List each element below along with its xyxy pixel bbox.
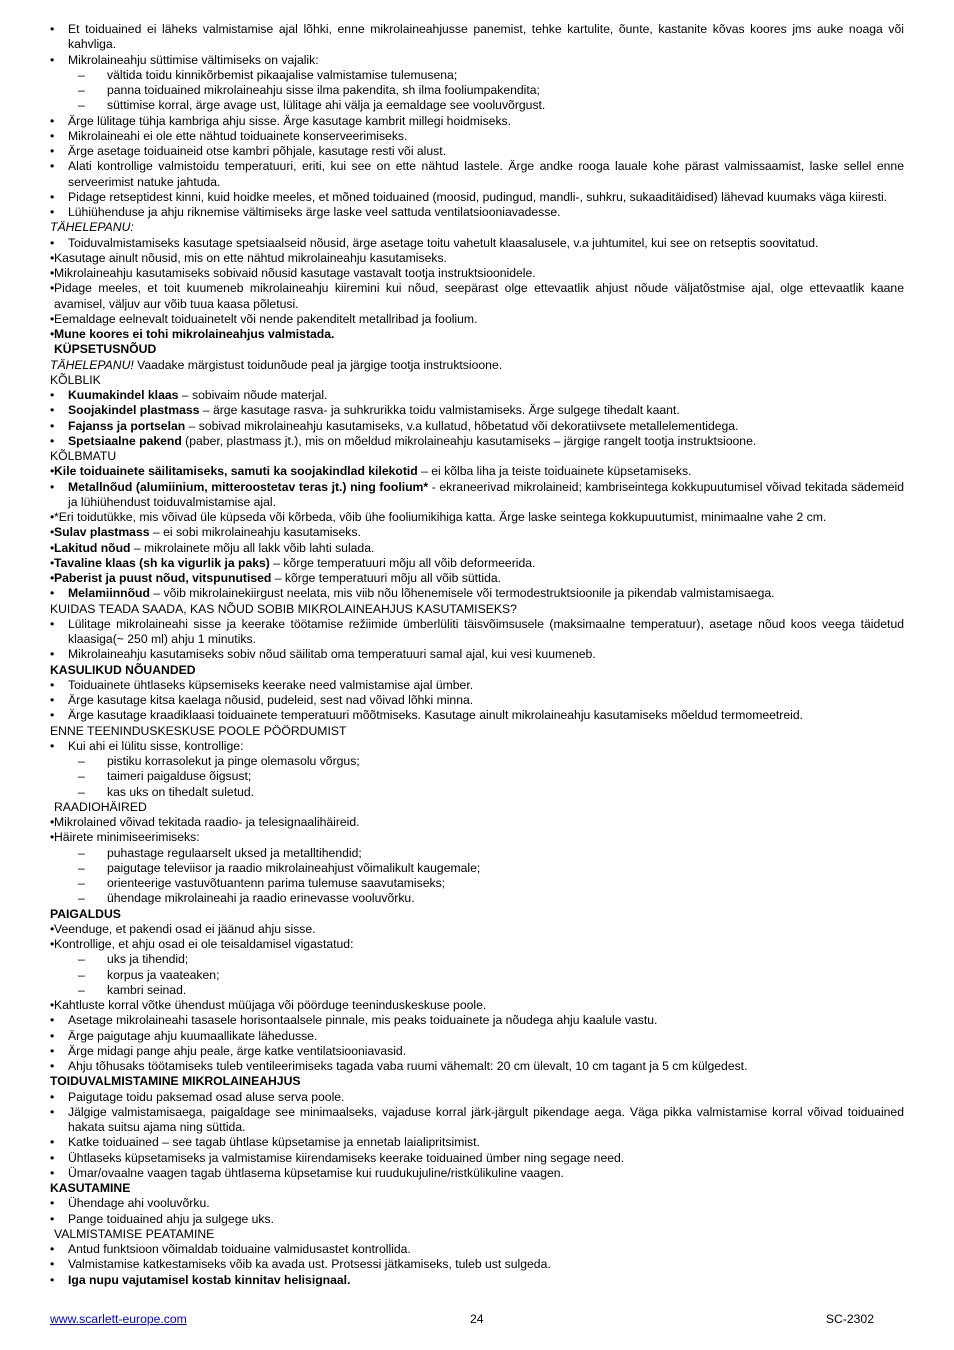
text: Kahtluste korral võtke ühendust müüjaga või pöörduge teeninduskeskuse poole. (54, 998, 487, 1012)
bullet-item (50, 312, 904, 327)
bullet-item (50, 586, 904, 601)
text: Kasutage ainult nõusid, mis on ette nähtud mikrolaineahju kasutamiseks. (54, 250, 447, 265)
bullet-item (50, 251, 904, 266)
bullet-item (50, 1196, 904, 1211)
bullet-item (50, 525, 904, 540)
text: Alati kontrollige valmistoidu temperatuuri, eriti, kui see on ette nähtud lastele. Ärge andke rooga lauale kohe pärast valmissaamist, laske sellel enne serveerimist natuke jahtuda. (68, 159, 904, 189)
text: ENNE TEENINDUSKESKUSE POOLE PÖÖRDUMIST (50, 723, 347, 738)
bullet-item (50, 190, 904, 205)
dash-item (50, 876, 904, 891)
text: RAADIOHÄIRED (54, 799, 147, 814)
bold-text: TOIDUVALMISTAMINE MIKROLAINEAHJUS (50, 1074, 301, 1089)
text: – võib mikrolainekiirgust neelata, mis viib nõu lõhenemisele või termodestruktsioonile ja pikendab valmistamisaega. (149, 586, 775, 601)
text: Mikrolaineahju kasutamiseks sobivaid nõusid kasutage vastavalt tootja instruktsioonidele. (54, 266, 536, 280)
text: Ärge asetage toiduaineid otse kambri põhjale, kasutage resti või alust. (68, 144, 447, 158)
text: kambri seinad. (107, 982, 187, 997)
text: – ei sobi mikrolaineahju kasutamiseks. (149, 525, 361, 540)
bold-text: KASULIKUD NÕUANDED (50, 662, 196, 677)
bullet-item (50, 647, 904, 662)
bullet-item (50, 1105, 904, 1136)
text: KÕLBMATU (50, 449, 117, 463)
text: – sobivad mikrolaineahju kasutamiseks, v.a kullatud, hõbetatud või dekoratiivsete metallelementidega. (185, 418, 739, 433)
text: taimeri paigalduse õigsust; (107, 769, 252, 784)
bullet-item (50, 159, 904, 190)
bullet-item (50, 114, 904, 129)
bullet-item (50, 1059, 904, 1074)
bullet-item (50, 53, 904, 68)
text: – kõrge temperatuuri mõju all võib süttida. (271, 571, 502, 585)
dash-item (50, 861, 904, 876)
text-line (50, 342, 904, 357)
bold-text: Kuumakindel klaas (68, 388, 179, 402)
bullet-item (50, 708, 904, 723)
bullet-item (50, 22, 904, 53)
bullet-item (50, 1151, 904, 1166)
text: Mikrolaineahju süttimise vältimiseks on vajalik: (68, 52, 319, 67)
text-line (50, 1074, 904, 1089)
bullet-item (50, 281, 904, 312)
bullet-item (50, 541, 904, 556)
bullet-item (50, 480, 904, 511)
bullet-item (50, 266, 904, 281)
bullet-item (50, 693, 904, 708)
text: Et toiduained ei läheks valmistamise ajal lõhki, enne mikrolaineahjusse panemist, tehke kartulite, õunte, kastanite kõvas koores jms auke noaga või kahvliga. (68, 22, 904, 52)
bullet-item (50, 937, 904, 952)
text: panna toiduained mikrolaineahju sisse ilma pakendita, sh ilma fooliumpakendita; (107, 83, 540, 97)
bullet-item (50, 1029, 904, 1044)
italic-text: TÄHELEPANU! (50, 357, 134, 372)
text-line (50, 220, 904, 235)
dash-item (50, 983, 904, 998)
bold-text: Tavaline klaas (sh ka vigurlik ja paks) (54, 555, 270, 570)
bullet-item (50, 739, 904, 754)
bullet-item (50, 403, 904, 418)
text: Asetage mikrolaineahi tasasele horisontaalsele pinnale, mis peaks toiduainete ja nõudega ahju kaalule vastu. (68, 1013, 658, 1028)
bullet-item (50, 144, 904, 159)
text: süttimise korral, ärge avage ust, lülitage ahi välja ja eemaldage see vooluvõrgust. (107, 98, 546, 113)
text: Ärge midagi pange ahju peale, ärge katke ventilatsiooniavasid. (68, 1043, 407, 1058)
text-line (50, 663, 904, 678)
document-body (50, 22, 904, 1288)
bold-text: Metallnõud (alumiinium, mitteroostetav teras jt.) ning foolium* (68, 479, 429, 494)
bullet-item (50, 205, 904, 220)
text: Katke toiduained – see tagab ühtlase küpsetamise ja ennetab laialipritsimist. (68, 1135, 480, 1150)
text: Jälgige valmistamisaega, paigaldage see minimaalseks, vajaduse korral järk-järgult pikendage aega. Väga pikka valmistamise korral võivad toiduained hakata suitsu ajama ning süttida. (68, 1104, 904, 1134)
bold-text: Sulav plastmass (54, 525, 150, 540)
text: Kui ahi ei lülitu sisse, kontrollige: (68, 738, 244, 753)
bullet-item (50, 678, 904, 693)
dash-item (50, 846, 904, 861)
text: uks ja tihendid; (107, 952, 189, 967)
text-line (50, 373, 904, 388)
bullet-item (50, 1273, 904, 1288)
text: – kõrge temperatuuri mõju all võib deformeerida. (269, 555, 536, 570)
bullet-item (50, 1135, 904, 1150)
text: KÕLBLIK (50, 372, 101, 387)
model-number: SC-2302 (825, 1312, 874, 1326)
bullet-item (50, 434, 904, 449)
dash-item (50, 754, 904, 769)
text: Ärge kasutage kraadiklaasi toiduainete temperatuuri mõõtmiseks. Kasutage ainult mikrolaineahju kasutamiseks mõeldud termomeetreid. (68, 708, 804, 723)
bullet-item (50, 556, 904, 571)
bullet-item (50, 998, 904, 1013)
dash-item (50, 952, 904, 967)
text: Ärge lülitage tühja kambriga ahju sisse. Ärge kasutage kambrit millegi hoidmiseks. (68, 113, 512, 128)
bullet-item (50, 388, 904, 403)
text: *Eri toidutükke, mis võivad üle küpseda või kõrbeda, võib ühe fooliumikihiga katta. Ärge laske seintega kokkupuutumist, minimaalne vahe 2 cm. (54, 510, 827, 524)
bullet-item (50, 1013, 904, 1028)
bold-text: Kile toiduainete säilitamiseks, samuti ka soojakindlad kilekotid (54, 464, 418, 479)
text-line (50, 907, 904, 922)
bullet-item (50, 327, 904, 342)
bold-text: Iga nupu vajutamisel kostab kinnitav helisignaal. (68, 1272, 351, 1287)
text: Mikrolaineahi ei ole ette nähtud toiduainete konserveerimiseks. (68, 128, 408, 143)
bullet-item (50, 1090, 904, 1105)
text-line (50, 1181, 904, 1196)
text: Vaadake märgistust toidunõude peal ja järgige tootja instruktsioone. (133, 357, 503, 372)
text: - ekraneerivad mikrolaineid; kambriseintega kokkupuutumisel võivad tekitada sädemeid ja lühiühendust toiduvalmistamise ajal. (68, 479, 904, 509)
dash-item (50, 769, 904, 784)
text-line (50, 358, 904, 373)
text: Antud funktsioon võimaldab toiduaine valmidusastet kontrollida. (68, 1242, 411, 1256)
dash-item (50, 98, 904, 113)
dash-item (50, 83, 904, 98)
bold-text: Spetsiaalne pakend (68, 433, 182, 448)
bullet-item (50, 922, 904, 937)
text: Mikrolained võivad tekitada raadio- ja telesignaalihäireid. (54, 815, 360, 829)
text: Paigutage toidu paksemad osad aluse serva poole. (68, 1089, 345, 1104)
text: orienteerige vastuvõtuantenn parima tulemuse saavutamiseks; (107, 876, 446, 890)
text: VALMISTAMISE PEATAMINE (54, 1226, 215, 1241)
text: Ahju tõhusaks töötamiseks tuleb ventileerimiseks tagada vaba ruumi vähemalt: 20 cm ülevalt, 10 cm tagant ja 5 cm külgedest. (68, 1059, 748, 1073)
italic-text: TÄHELEPANU: (50, 220, 134, 235)
text: – ei kõlba liha ja teiste toiduainete küpsetamiseks. (417, 464, 692, 479)
text: Ärge kasutage kitsa kaelaga nõusid, pudeleid, sest nad võivad lõhki minna. (68, 693, 474, 707)
text-line (50, 800, 904, 815)
bold-text: Mune koores ei tohi mikrolaineahjus valmistada. (54, 327, 335, 341)
bullet-item (50, 617, 904, 648)
page-number: 24 (470, 1312, 484, 1326)
text: Toiduvalmistamiseks kasutage spetsiaalseid nõusid, ärge asetage toitu vahetult klaasalusele, v.a juhtumitel, kui see on retseptis soovitatud. (68, 235, 819, 250)
bullet-item (50, 571, 904, 586)
bullet-item (50, 830, 904, 845)
text: kas uks on tihedalt suletud. (107, 784, 255, 799)
text: Lühiühenduse ja ahju riknemise vältimiseks ärge laske veel sattuda ventilatsiooniavadesse. (68, 205, 561, 219)
text: KUIDAS TEADA SAADA, KAS NÕUD SOBIB MIKROLAINEAHJUS KASUTAMISEKS? (50, 601, 517, 616)
text: vältida toidu kinnikõrbemist pikaajalise valmistamise tulemusena; (107, 67, 458, 82)
text: paigutage televiisor ja raadio mikrolaineahjust võimalikult kaugemale; (107, 860, 481, 875)
text: Ümar/ovaalne vaagen tagab ühtlasema küpsetamise kui ruudukujuline/ristkülikuline vaagen. (68, 1165, 564, 1180)
text: Valmistamise katkestamiseks võib ka avada ust. Protsessi jätkamiseks, tuleb ust sulgeda. (68, 1257, 551, 1272)
bold-text: PAIGALDUS (50, 906, 121, 921)
text: Kontrollige, et ahju osad ei ole teisaldamisel vigastatud: (54, 937, 354, 951)
bullet-item (50, 129, 904, 144)
text: Ärge paigutage ahju kuumaallikate lähedusse. (68, 1028, 318, 1043)
text: – ärge kasutage rasva- ja suhkrurikka toidu valmistamiseks. Ärge sulgege tihedalt kaant. (199, 403, 680, 418)
text: pistiku korrasolekut ja pinge olemasolu võrgus; (107, 754, 360, 768)
text: korpus ja vaateaken; (107, 967, 220, 982)
bullet-item (50, 510, 904, 525)
bold-text: Melamiinnõud (68, 586, 150, 601)
bullet-item (50, 815, 904, 830)
bold-text: Lakitud nõud (54, 540, 131, 555)
bold-text: Paberist ja puust nõud, vitspunutised (54, 571, 272, 585)
dash-item (50, 891, 904, 906)
text: Veenduge, et pakendi osad ei jäänud ahju sisse. (54, 921, 316, 936)
text: ühendage mikrolaineahi ja raadio erinevasse vooluvõrku. (107, 891, 415, 906)
bullet-item (50, 464, 904, 479)
text: – mikrolainete mõju all lakk võib lahti sulada. (130, 540, 375, 555)
text: – sobivaim nõude materjal. (178, 388, 328, 402)
text-line (50, 602, 904, 617)
bold-text: Soojakindel plastmass (68, 403, 200, 418)
bullet-item (50, 1242, 904, 1257)
text: Ühendage ahi vooluvõrku. (68, 1196, 210, 1211)
text: Pange toiduained ahju ja sulgege uks. (68, 1211, 274, 1226)
page-footer (50, 1312, 874, 1328)
text: Häirete minimiseerimiseks: (54, 830, 200, 845)
dash-item (50, 68, 904, 83)
text: Mikrolaineahju kasutamiseks sobiv nõud säilitab oma temperatuuri samal ajal, kui vesi kuumeneb. (68, 647, 596, 662)
bullet-item (50, 419, 904, 434)
bold-text: Fajanss ja portselan (68, 418, 186, 433)
website-link[interactable]: www.scarlett-europe.com (50, 1312, 187, 1326)
dash-item (50, 968, 904, 983)
text-line (50, 724, 904, 739)
text: puhastage regulaarselt uksed ja metalltihendid; (107, 845, 362, 860)
text: Eemaldage eelnevalt toiduainetelt või nende pakenditelt metallribad ja foolium. (54, 311, 478, 326)
bold-text: KÜPSETUSNÕUD (54, 342, 157, 357)
bullet-item (50, 236, 904, 251)
bullet-item (50, 1257, 904, 1272)
bold-text: KASUTAMINE (50, 1181, 131, 1195)
text-line (50, 449, 904, 464)
text: Toiduainete ühtlaseks küpsemiseks keerake need valmistamise ajal ümber. (68, 677, 474, 692)
text: Pidage retseptidest kinni, kuid hoidke meeles, et mõned toiduained (moosid, pudingud, mandli-, suhkru, sukaaditäidised) lähevad kuumaks väga kiiresti. (68, 189, 888, 204)
text: (paber, plastmass jt.), mis on mõeldud mikrolaineahju kasutamiseks – järgige rangelt tootja instruktsioone. (181, 433, 757, 448)
text: Ühtlaseks küpsetamiseks ja valmistamise kiirendamiseks keerake toiduained ümber ning segage need. (68, 1150, 625, 1165)
bullet-item (50, 1044, 904, 1059)
text: Pidage meeles, et toit kuumeneb mikrolaineahju kiiremini kui nõud, seepärast olge ettevaatlik ahjust nõude väljatõstmise ajal, olge ettevaatlik kaane avamisel, väljuv aur võib tuua kaasa põletusi. (54, 281, 904, 311)
text: Lülitage mikrolaineahi sisse ja keerake töötamise režiimide ümberlüliti täisvõimsusele (maksimaalne temperatuur), asetage nõud koos veega täidetud klaasiga(~ 250 ml) ahju 1 minutiks. (68, 616, 904, 646)
bullet-item (50, 1166, 904, 1181)
bullet-item (50, 1212, 904, 1227)
text-line (50, 1227, 904, 1242)
dash-item (50, 785, 904, 800)
